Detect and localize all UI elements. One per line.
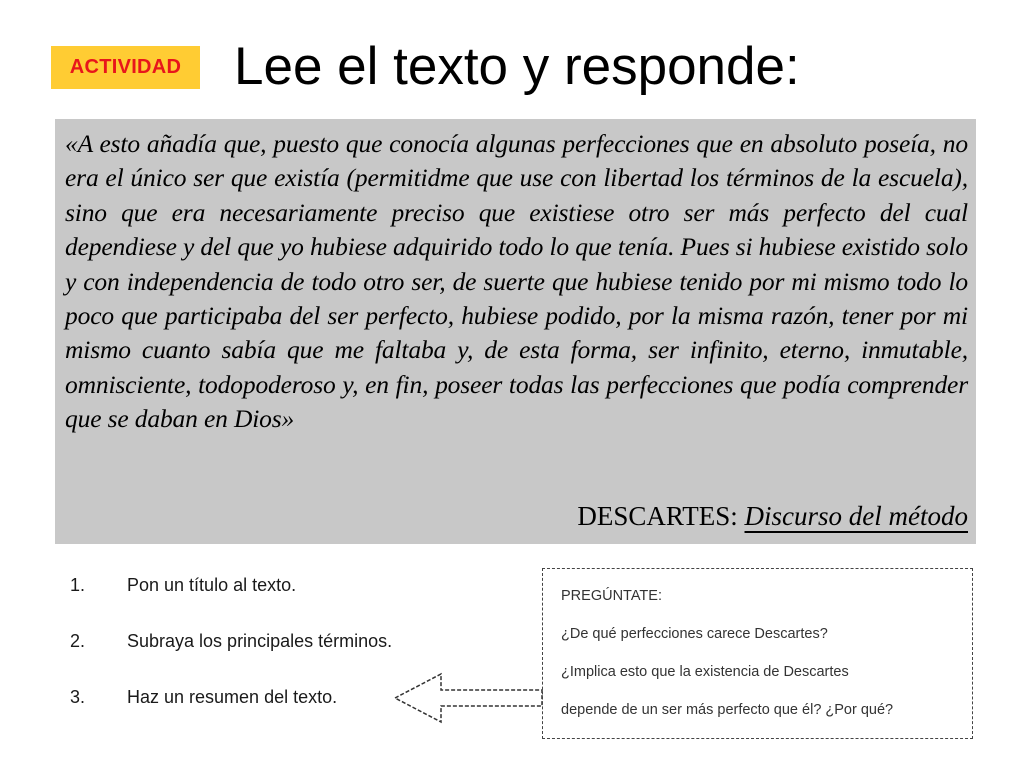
question-line: depende de un ser más perfecto que él? ¿Por qué? — [561, 702, 894, 718]
task-text: Haz un resumen del texto. — [127, 687, 338, 707]
quote-author: DESCARTES: — [577, 501, 738, 531]
quote-box — [55, 119, 976, 544]
quote-text: «A esto añadía que, puesto que conocía algunas perfecciones que en absoluto poseía, no era el único ser que existía (permitidme que use con libertad los términos de la escuela), sino que era necesariamente preciso que existiese otro ser más perfecto del cual dependiese y del que yo hubiese adquirido todo lo que tenía. Pues si hubiese existido solo y con independencia de todo otro ser, de suerte que hubiese tenido por mi mismo todo lo poco que participaba del ser perfecto, hubiese podido, por la misma razón, tener por mi mismo cuanto sabía que me faltaba y, de esta forma, ser infinito, eterno, inmutable, omnisciente, todopoderoso y, en fin, poseer todas las perfecciones que podía comprender que se daban en Dios» — [65, 129, 968, 434]
quote-attribution — [577, 499, 968, 533]
question-line: ¿De qué perfecciones carece Descartes? — [561, 626, 828, 642]
activity-badge: ACTIVIDAD — [51, 46, 200, 89]
task-number: 3. — [70, 687, 86, 707]
task-number: 1. — [70, 575, 86, 595]
task-item — [70, 684, 392, 740]
questions-heading: PREGÚNTATE: — [561, 588, 662, 604]
quote-work-title: Discurso del método — [744, 501, 968, 531]
task-list — [70, 572, 392, 740]
task-item — [70, 572, 392, 628]
page-title: Lee el texto y responde: — [234, 37, 800, 96]
task-item — [70, 628, 392, 684]
questions-box — [542, 568, 973, 739]
question-line: ¿Implica esto que la existencia de Descartes — [561, 664, 849, 680]
task-number: 2. — [70, 631, 86, 651]
task-text: Pon un título al texto. — [127, 575, 297, 595]
task-text: Subraya los principales términos. — [127, 631, 393, 651]
left-arrow-icon — [393, 672, 545, 724]
